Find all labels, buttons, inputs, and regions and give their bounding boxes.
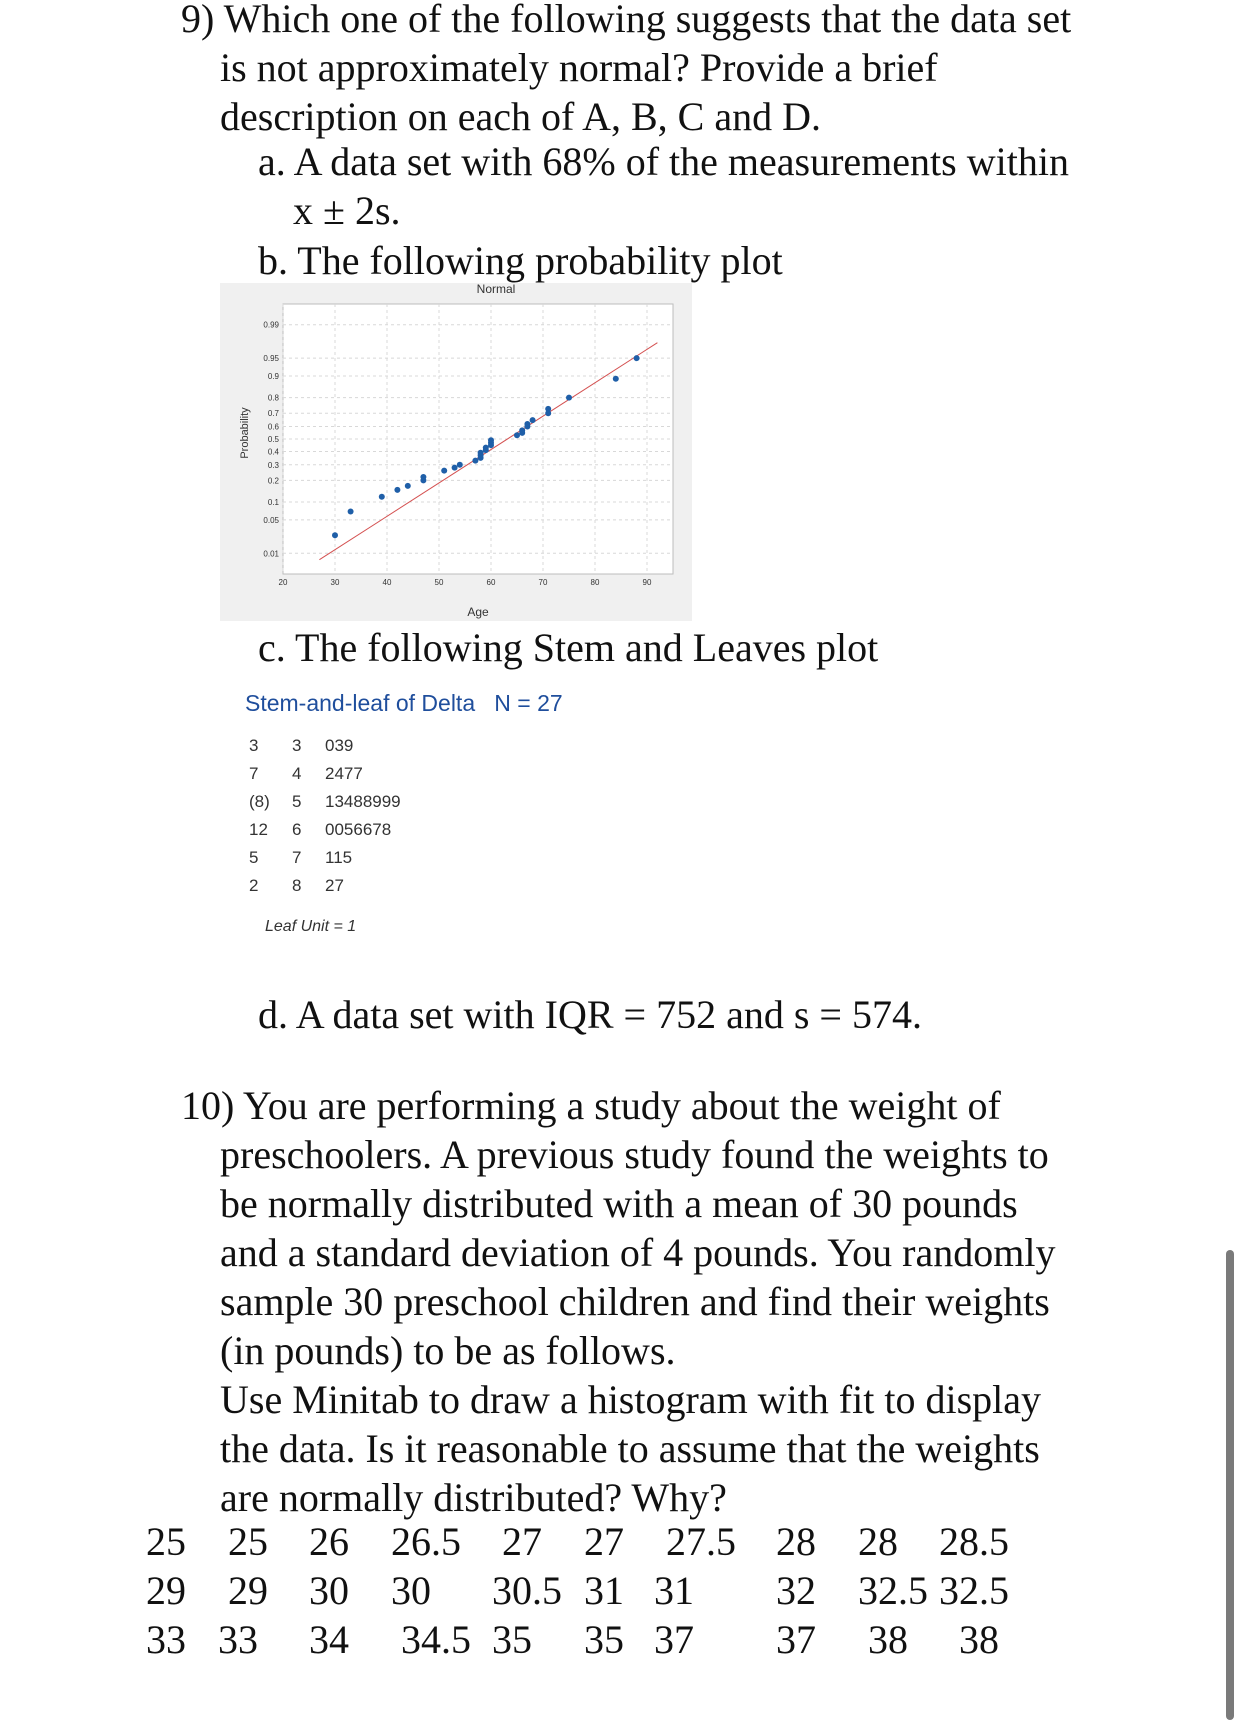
stem-leaf-leaves: 0056678 xyxy=(325,820,392,839)
data-value: 38 xyxy=(868,1617,908,1662)
question-9-line-3: description on each of A, B, C and D. xyxy=(220,94,821,139)
question-10-line: preschoolers. A previous study found the weights to xyxy=(220,1132,1049,1177)
option-d-text: A data set with IQR = 752 and s = 574. xyxy=(295,992,922,1037)
data-value: 38 xyxy=(959,1617,999,1662)
stem-leaf-stem: 3 xyxy=(292,736,302,755)
data-point xyxy=(405,483,411,489)
option-d-label: d. xyxy=(258,992,288,1037)
data-value: 27 xyxy=(502,1519,542,1564)
data-value: 25 xyxy=(146,1519,186,1564)
data-point xyxy=(524,421,530,427)
data-value: 30 xyxy=(391,1568,431,1613)
question-10-line: Use Minitab to draw a histogram with fit to display xyxy=(220,1377,1041,1422)
plot-y-ticks xyxy=(263,321,279,559)
x-tick-label: 90 xyxy=(642,578,652,587)
stem-leaf-stem: 6 xyxy=(292,820,302,839)
stem-leaf-leaves: 039 xyxy=(325,736,354,755)
plot-x-ticks xyxy=(279,578,652,587)
data-value: 32.5 xyxy=(858,1568,928,1613)
y-tick-label: 0.7 xyxy=(267,409,279,419)
question-10-line: be normally distributed with a mean of 30 pounds xyxy=(220,1181,1018,1226)
data-point xyxy=(488,437,494,443)
data-point xyxy=(530,417,536,423)
x-tick-label: 50 xyxy=(434,578,444,587)
data-point xyxy=(483,445,489,451)
data-value: 32.5 xyxy=(939,1568,1009,1613)
question-9-line-1: 9) Which one of the following suggests that the data set xyxy=(181,0,1181,43)
question-10-line: sample 30 preschool children and find their weights xyxy=(220,1279,1050,1324)
data-value: 29 xyxy=(228,1568,268,1613)
stem-leaf-depth: 3 xyxy=(249,736,259,755)
y-tick-label: 0.95 xyxy=(263,354,279,364)
question-10-number: 10) xyxy=(181,1083,235,1128)
stem-leaf-depth: 12 xyxy=(249,820,268,839)
option-c xyxy=(258,623,878,672)
x-tick-label: 80 xyxy=(590,578,600,587)
question-9-line-2: is not approximately normal? Provide a brief xyxy=(220,45,938,90)
question-10-line-1: 10) You are performing a study about the weight of xyxy=(181,1083,1001,1128)
option-c-text: The following Stem and Leaves plot xyxy=(295,625,879,670)
option-b-text: The following probability plot xyxy=(297,238,783,283)
question-10 xyxy=(181,1081,1181,1522)
question-10-line: (in pounds) to be as follows. xyxy=(220,1328,676,1373)
option-c-label: c. xyxy=(258,625,286,670)
y-tick-label: 0.9 xyxy=(267,372,279,382)
data-value: 34.5 xyxy=(401,1617,471,1662)
option-b xyxy=(258,236,783,285)
probability-plot xyxy=(220,283,692,621)
data-point xyxy=(519,427,525,433)
data-value: 26 xyxy=(309,1519,349,1564)
y-tick-label: 0.99 xyxy=(263,320,279,330)
weight-data-grid xyxy=(0,1518,1242,1668)
option-a xyxy=(258,137,1208,235)
stem-and-leaf-plot xyxy=(245,690,765,950)
data-point xyxy=(379,494,385,500)
data-point xyxy=(613,376,619,382)
option-a-text: A data set with 68% of the measurements within xyxy=(293,139,1069,184)
stem-leaf-depth: 7 xyxy=(249,764,259,783)
data-value: 30 xyxy=(309,1568,349,1613)
stem-leaf-stem: 5 xyxy=(292,792,302,811)
stem-leaf-stem: 7 xyxy=(292,848,302,867)
data-point xyxy=(472,458,478,464)
data-point xyxy=(514,432,520,438)
data-value: 37 xyxy=(776,1617,816,1662)
data-value: 35 xyxy=(492,1617,532,1662)
data-value: 31 xyxy=(584,1568,624,1613)
y-tick-label: 0.01 xyxy=(263,549,279,559)
option-a-text-cont: x ± 2s. xyxy=(293,188,401,233)
data-value: 28 xyxy=(858,1519,898,1564)
stem-leaf-leaves: 13488999 xyxy=(325,792,401,811)
data-value: 29 xyxy=(146,1568,186,1613)
data-value: 37 xyxy=(654,1617,694,1662)
data-value: 33 xyxy=(218,1617,258,1662)
stem-leaf-title: Stem-and-leaf of Delta N = 27 xyxy=(245,690,563,716)
data-value: 32 xyxy=(776,1568,816,1613)
stem-leaf-footer: Leaf Unit = 1 xyxy=(265,918,357,935)
option-d xyxy=(258,990,922,1039)
plot-title: Normal xyxy=(476,283,516,296)
data-value: 31 xyxy=(654,1568,694,1613)
question-10-line: and a standard deviation of 4 pounds. You randomly xyxy=(220,1230,1056,1275)
data-point xyxy=(478,450,484,456)
data-point xyxy=(348,509,354,515)
y-tick-label: 0.6 xyxy=(267,422,279,432)
data-value: 25 xyxy=(228,1519,268,1564)
plot-x-axis-label: Age xyxy=(467,605,489,619)
stem-leaf-leaves: 2477 xyxy=(325,764,363,783)
stem-leaf-depth: (8) xyxy=(249,792,270,811)
data-point xyxy=(452,465,458,471)
scrollbar-thumb[interactable] xyxy=(1226,1250,1234,1720)
question-10-line: are normally distributed? Why? xyxy=(220,1475,727,1520)
stem-leaf-stem: 8 xyxy=(292,876,302,895)
data-value: 27.5 xyxy=(666,1519,736,1564)
question-10-line: the data. Is it reasonable to assume that the weights xyxy=(220,1426,1040,1471)
data-point xyxy=(420,474,426,480)
x-tick-label: 60 xyxy=(486,578,496,587)
stem-leaf-depth: 2 xyxy=(249,876,259,895)
data-value: 34 xyxy=(309,1617,349,1662)
data-point xyxy=(545,406,551,412)
y-tick-label: 0.1 xyxy=(267,497,279,507)
probability-plot-svg xyxy=(220,283,692,621)
data-point xyxy=(332,532,338,538)
question-9 xyxy=(181,0,1181,141)
data-point xyxy=(634,355,640,361)
plot-y-axis-label: Probability xyxy=(239,407,251,459)
option-a-label: a. xyxy=(258,139,286,184)
stem-leaf-leaves: 27 xyxy=(325,876,344,895)
stem-leaf-stem: 4 xyxy=(292,764,302,783)
y-tick-label: 0.3 xyxy=(267,460,279,470)
data-point xyxy=(457,462,463,468)
data-point xyxy=(441,468,447,474)
data-value: 35 xyxy=(584,1617,624,1662)
stem-leaf-depth: 5 xyxy=(249,848,259,867)
data-value: 30.5 xyxy=(492,1568,562,1613)
question-9-number: 9) xyxy=(181,0,215,41)
y-tick-label: 0.2 xyxy=(267,476,279,486)
x-tick-label: 20 xyxy=(278,578,288,587)
option-b-label: b. xyxy=(258,238,288,283)
data-value: 28.5 xyxy=(939,1519,1009,1564)
x-tick-label: 30 xyxy=(330,578,340,587)
y-tick-label: 0.8 xyxy=(267,393,279,403)
data-point xyxy=(566,395,572,401)
data-point xyxy=(394,487,400,493)
x-tick-label: 70 xyxy=(538,578,548,587)
x-tick-label: 40 xyxy=(382,578,392,587)
stem-leaf-leaves: 115 xyxy=(325,848,353,867)
data-value: 28 xyxy=(776,1519,816,1564)
data-value: 26.5 xyxy=(391,1519,461,1564)
y-tick-label: 0.4 xyxy=(267,447,279,457)
data-value: 27 xyxy=(584,1519,624,1564)
y-tick-label: 0.05 xyxy=(263,515,279,525)
y-tick-label: 0.5 xyxy=(267,435,279,444)
data-value: 33 xyxy=(146,1617,186,1662)
